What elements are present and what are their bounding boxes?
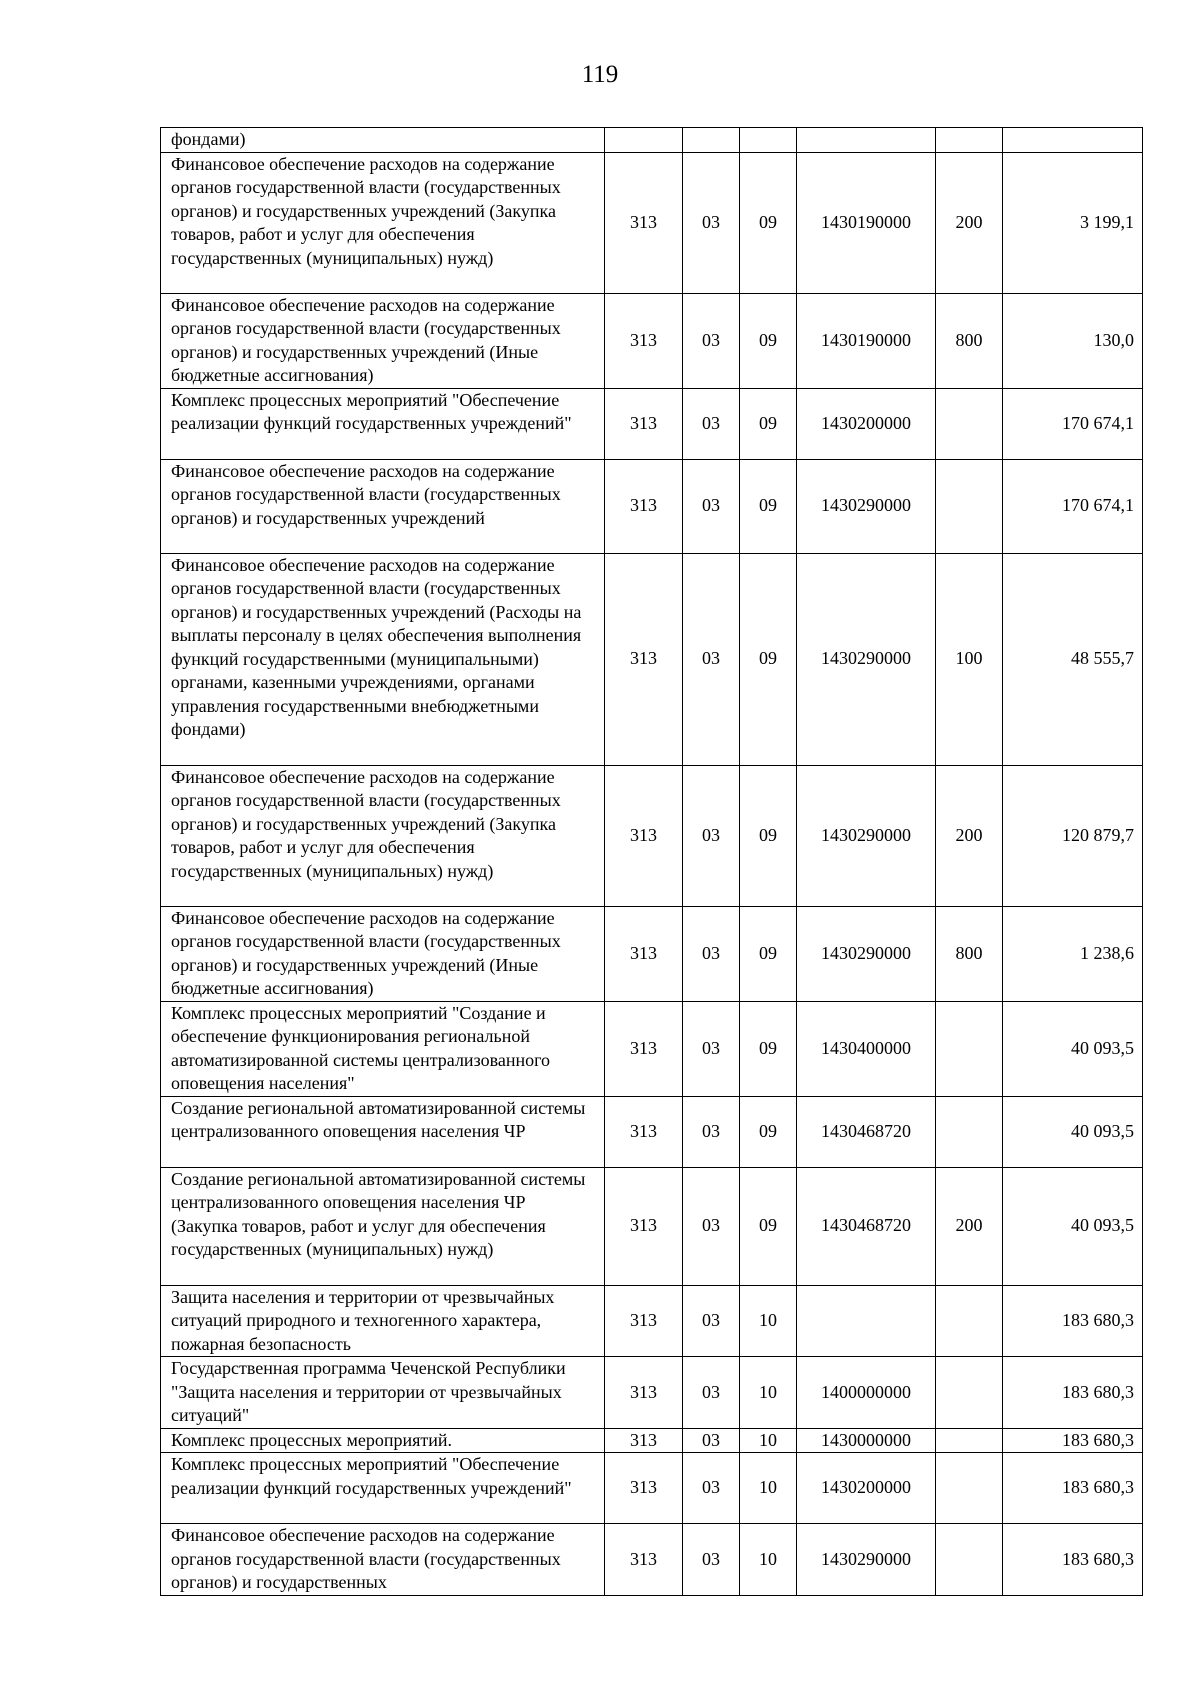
amount: 183 680,3 [1003,1428,1143,1453]
section-code: 03 [683,1096,740,1167]
table-row [161,906,1143,1001]
target-article-code: 1430000000 [797,1428,936,1453]
dept-code: 313 [605,1285,683,1357]
amount: 130,0 [1003,293,1143,388]
expense-type-code [936,1453,1003,1524]
row-description: Финансовое обеспечение расходов на содержание органов государственной власти (государственных органов) и государственных учреждений (Иные бюджетные ассигнования) [161,293,605,388]
row-description: Государственная программа Чеченской Республики "Защита населения и территории от чрезвычайных ситуаций" [161,1357,605,1429]
amount: 40 093,5 [1003,1167,1143,1285]
subsection-code: 09 [740,459,797,553]
section-code: 03 [683,1167,740,1285]
row-description: Защита населения и территории от чрезвычайных ситуаций природного и техногенного характера, пожарная безопасность [161,1285,605,1357]
section-code: 03 [683,152,740,293]
dept-code: 313 [605,388,683,459]
amount: 48 555,7 [1003,553,1143,765]
table-row [161,553,1143,765]
section-code: 03 [683,293,740,388]
expense-type-code [936,128,1003,153]
amount: 3 199,1 [1003,152,1143,293]
row-description: Финансовое обеспечение расходов на содержание органов государственной власти (государственных органов) и государственных учреждений [161,459,605,553]
expense-type-code [936,459,1003,553]
section-code: 03 [683,388,740,459]
dept-code: 313 [605,293,683,388]
section-code: 03 [683,459,740,553]
dept-code: 313 [605,1096,683,1167]
subsection-code: 10 [740,1428,797,1453]
amount: 170 674,1 [1003,459,1143,553]
row-description: Финансовое обеспечение расходов на содержание органов государственной власти (государственных органов) и государственных учреждений (Иные бюджетные ассигнования) [161,906,605,1001]
subsection-code: 09 [740,388,797,459]
table-row [161,293,1143,388]
expense-type-code [936,1096,1003,1167]
amount: 183 680,3 [1003,1357,1143,1429]
table-row [161,1524,1143,1596]
row-description: Финансовое обеспечение расходов на содержание органов государственной власти (государственных органов) и государственных [161,1524,605,1596]
amount: 1 238,6 [1003,906,1143,1001]
row-description: Создание региональной автоматизированной системы централизованного оповещения населения ЧР (Закупка товаров, работ и услуг для обеспечения государственных (муниципальных) нужд) [161,1167,605,1285]
expense-type-code [936,1285,1003,1357]
subsection-code [740,128,797,153]
budget-table-body [161,128,1143,1596]
subsection-code: 09 [740,765,797,906]
dept-code: 313 [605,553,683,765]
table-row [161,1357,1143,1429]
budget-table [160,127,1143,1596]
target-article-code: 1430290000 [797,765,936,906]
dept-code: 313 [605,765,683,906]
row-description: фондами) [161,128,605,153]
target-article-code: 1430468720 [797,1167,936,1285]
subsection-code: 10 [740,1285,797,1357]
target-article-code: 1430290000 [797,906,936,1001]
subsection-code: 09 [740,906,797,1001]
table-row [161,1001,1143,1096]
expense-type-code: 800 [936,906,1003,1001]
subsection-code: 10 [740,1357,797,1429]
section-code: 03 [683,1001,740,1096]
target-article-code: 1400000000 [797,1357,936,1429]
expense-type-code: 200 [936,765,1003,906]
subsection-code: 10 [740,1524,797,1596]
row-description: Комплекс процессных мероприятий "Обеспечение реализации функций государственных учреждений" [161,1453,605,1524]
expense-type-code: 200 [936,1167,1003,1285]
dept-code: 313 [605,152,683,293]
dept-code: 313 [605,1428,683,1453]
amount [1003,128,1143,153]
subsection-code: 09 [740,553,797,765]
section-code: 03 [683,553,740,765]
table-row [161,1285,1143,1357]
target-article-code: 1430290000 [797,553,936,765]
subsection-code: 09 [740,1001,797,1096]
target-article-code: 1430468720 [797,1096,936,1167]
table-row [161,388,1143,459]
subsection-code: 09 [740,1167,797,1285]
expense-type-code [936,1524,1003,1596]
target-article-code: 1430400000 [797,1001,936,1096]
section-code: 03 [683,906,740,1001]
section-code: 03 [683,1357,740,1429]
amount: 120 879,7 [1003,765,1143,906]
amount: 183 680,3 [1003,1285,1143,1357]
dept-code [605,128,683,153]
row-description: Комплекс процессных мероприятий. [161,1428,605,1453]
amount: 40 093,5 [1003,1001,1143,1096]
subsection-code: 09 [740,293,797,388]
subsection-code: 10 [740,1453,797,1524]
row-description: Комплекс процессных мероприятий "Обеспечение реализации функций государственных учреждений" [161,388,605,459]
expense-type-code: 200 [936,152,1003,293]
row-description: Финансовое обеспечение расходов на содержание органов государственной власти (государственных органов) и государственных учреждений (Закупка товаров, работ и услуг для обеспечения государственных (муниципальных) нужд) [161,765,605,906]
table-row [161,1428,1143,1453]
target-article-code: 1430190000 [797,293,936,388]
table-row [161,459,1143,553]
expense-type-code: 100 [936,553,1003,765]
section-code: 03 [683,1453,740,1524]
table-row [161,765,1143,906]
target-article-code [797,1285,936,1357]
row-description: Финансовое обеспечение расходов на содержание органов государственной власти (государственных органов) и государственных учреждений (Закупка товаров, работ и услуг для обеспечения государственных (муниципальных) нужд) [161,152,605,293]
table-row [161,1453,1143,1524]
table-row [161,1096,1143,1167]
subsection-code: 09 [740,1096,797,1167]
table-row [161,128,1143,153]
section-code: 03 [683,765,740,906]
dept-code: 313 [605,906,683,1001]
section-code: 03 [683,1285,740,1357]
target-article-code [797,128,936,153]
target-article-code: 1430190000 [797,152,936,293]
row-description: Финансовое обеспечение расходов на содержание органов государственной власти (государственных органов) и государственных учреждений (Расходы на выплаты персоналу в целях обеспечения выполнения функций государственными (муниципальными) органами, казенными учреждениями, органами управления государственными внебюджетными фондами) [161,553,605,765]
section-code: 03 [683,1524,740,1596]
dept-code: 313 [605,1524,683,1596]
dept-code: 313 [605,459,683,553]
dept-code: 313 [605,1167,683,1285]
row-description: Создание региональной автоматизированной системы централизованного оповещения населения ЧР [161,1096,605,1167]
target-article-code: 1430200000 [797,1453,936,1524]
amount: 183 680,3 [1003,1453,1143,1524]
row-description: Комплекс процессных мероприятий "Создание и обеспечение функционирования региональной автоматизированной системы централизованного оповещения населения" [161,1001,605,1096]
target-article-code: 1430290000 [797,459,936,553]
target-article-code: 1430200000 [797,388,936,459]
expense-type-code [936,1001,1003,1096]
dept-code: 313 [605,1453,683,1524]
amount: 170 674,1 [1003,388,1143,459]
amount: 183 680,3 [1003,1524,1143,1596]
section-code: 03 [683,1428,740,1453]
dept-code: 313 [605,1357,683,1429]
page-number: 119 [581,61,619,88]
expense-type-code [936,1357,1003,1429]
amount: 40 093,5 [1003,1096,1143,1167]
target-article-code: 1430290000 [797,1524,936,1596]
section-code [683,128,740,153]
expense-type-code [936,388,1003,459]
subsection-code: 09 [740,152,797,293]
dept-code: 313 [605,1001,683,1096]
expense-type-code [936,1428,1003,1453]
table-row [161,1167,1143,1285]
expense-type-code: 800 [936,293,1003,388]
table-row [161,152,1143,293]
